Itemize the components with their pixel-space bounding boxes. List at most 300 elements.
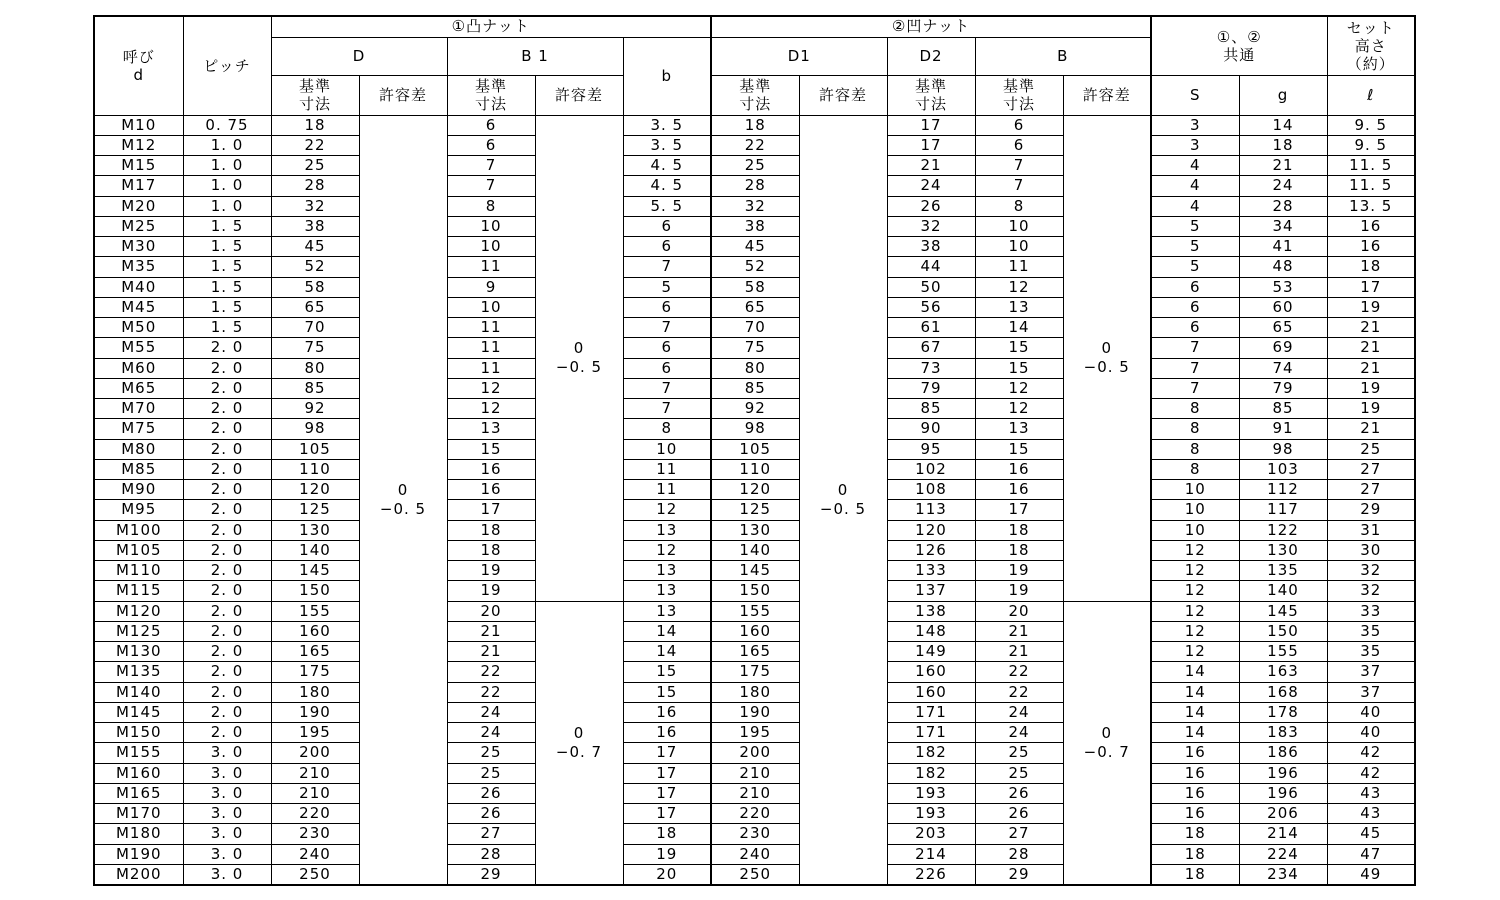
cell-g: 206	[1239, 804, 1327, 824]
cell-pitch: 3. 0	[183, 804, 271, 824]
cell-nominal: M135	[94, 662, 183, 682]
cell-D-basic: 195	[271, 723, 359, 743]
cell-D-basic: 25	[271, 156, 359, 176]
cell-D-basic: 250	[271, 864, 359, 884]
cell-l: 27	[1327, 480, 1415, 500]
cell-D2-basic: 126	[887, 540, 975, 560]
cell-g: 85	[1239, 399, 1327, 419]
cell-B1-basic: 10	[447, 237, 535, 257]
cell-D2-basic: 108	[887, 480, 975, 500]
cell-B1-basic: 17	[447, 500, 535, 520]
header-D-label: D	[352, 46, 366, 65]
cell-l: 19	[1327, 297, 1415, 317]
cell-S: 4	[1151, 156, 1239, 176]
cell-pitch: 2. 0	[183, 662, 271, 682]
cell-D1-basic: 190	[711, 702, 799, 722]
table-row	[94, 520, 1415, 540]
cell-D-basic: 75	[271, 338, 359, 358]
table-row	[94, 237, 1415, 257]
B1-tolerance-lower-range	[535, 601, 623, 885]
cell-g: 79	[1239, 378, 1327, 398]
table-row	[94, 844, 1415, 864]
cell-D2-basic: 79	[887, 378, 975, 398]
cell-S: 6	[1151, 318, 1239, 338]
cell-g: 186	[1239, 743, 1327, 763]
cell-l: 21	[1327, 338, 1415, 358]
cell-B-basic: 17	[975, 500, 1063, 520]
header-D1-basic	[711, 75, 799, 115]
cell-g: 53	[1239, 277, 1327, 297]
cell-D2-basic: 214	[887, 844, 975, 864]
cell-nominal: M85	[94, 459, 183, 479]
cell-nominal: M75	[94, 419, 183, 439]
table-row	[94, 115, 1415, 135]
cell-D-basic: 98	[271, 419, 359, 439]
cell-pitch: 3. 0	[183, 743, 271, 763]
cell-B-basic: 27	[975, 824, 1063, 844]
cell-B-basic: 18	[975, 520, 1063, 540]
cell-pitch: 0. 75	[183, 115, 271, 135]
D1-tolerance-lower: −0. 5	[819, 499, 867, 518]
cell-b: 13	[623, 561, 711, 581]
cell-D2-basic: 50	[887, 277, 975, 297]
cell-pitch: 2. 0	[183, 702, 271, 722]
cell-nominal: M145	[94, 702, 183, 722]
cell-B-basic: 19	[975, 581, 1063, 601]
cell-D-basic: 160	[271, 621, 359, 641]
header-set-height-label: セット 高さ （約）	[1346, 18, 1395, 73]
cell-S: 7	[1151, 338, 1239, 358]
cell-pitch: 2. 0	[183, 540, 271, 560]
header-g	[1239, 75, 1327, 115]
cell-B1-basic: 16	[447, 480, 535, 500]
cell-D1-basic: 58	[711, 277, 799, 297]
cell-B1-basic: 25	[447, 763, 535, 783]
cell-D-basic: 85	[271, 378, 359, 398]
table-row	[94, 702, 1415, 722]
cell-S: 16	[1151, 804, 1239, 824]
cell-D1-basic: 120	[711, 480, 799, 500]
table-row	[94, 540, 1415, 560]
cell-D-basic: 145	[271, 561, 359, 581]
cell-g: 234	[1239, 864, 1327, 884]
cell-D1-basic: 165	[711, 642, 799, 662]
cell-b: 12	[623, 500, 711, 520]
cell-l: 21	[1327, 318, 1415, 338]
table-row	[94, 439, 1415, 459]
cell-nominal: M95	[94, 500, 183, 520]
cell-pitch: 2. 0	[183, 621, 271, 641]
cell-D2-basic: 38	[887, 237, 975, 257]
cell-D-basic: 32	[271, 196, 359, 216]
cell-D1-basic: 45	[711, 237, 799, 257]
D1-tolerance	[799, 115, 887, 885]
cell-b: 6	[623, 297, 711, 317]
cell-B1-basic: 15	[447, 439, 535, 459]
cell-g: 69	[1239, 338, 1327, 358]
header-B1-basic-label: 基準 寸法	[474, 77, 507, 113]
table-row	[94, 662, 1415, 682]
cell-b: 7	[623, 318, 711, 338]
cell-D2-basic: 148	[887, 621, 975, 641]
cell-nominal: M45	[94, 297, 183, 317]
cell-D-basic: 125	[271, 500, 359, 520]
cell-D2-basic: 182	[887, 743, 975, 763]
header-B	[975, 37, 1151, 75]
cell-S: 8	[1151, 419, 1239, 439]
cell-g: 178	[1239, 702, 1327, 722]
cell-B1-basic: 29	[447, 864, 535, 884]
cell-B-basic: 11	[975, 257, 1063, 277]
cell-D1-basic: 75	[711, 338, 799, 358]
cell-nominal: M65	[94, 378, 183, 398]
cell-S: 7	[1151, 378, 1239, 398]
header-group-concave-nut-label: ②凹ナット	[891, 17, 971, 36]
header-b-label: b	[661, 66, 673, 85]
cell-D-basic: 220	[271, 804, 359, 824]
cell-B-basic: 24	[975, 702, 1063, 722]
cell-B-basic: 21	[975, 642, 1063, 662]
cell-nominal: M115	[94, 581, 183, 601]
header-B1	[447, 37, 623, 75]
header-group-convex-nut	[271, 16, 711, 37]
B-tolerance-lower-range-lower: −0. 7	[1083, 742, 1130, 761]
cell-pitch: 3. 0	[183, 824, 271, 844]
cell-l: 25	[1327, 439, 1415, 459]
cell-l: 11. 5	[1327, 156, 1415, 176]
cell-D-basic: 210	[271, 783, 359, 803]
header-D	[271, 37, 447, 75]
cell-b: 5. 5	[623, 196, 711, 216]
cell-b: 19	[623, 844, 711, 864]
cell-D2-basic: 193	[887, 783, 975, 803]
cell-b: 17	[623, 804, 711, 824]
cell-D2-basic: 226	[887, 864, 975, 884]
cell-nominal: M200	[94, 864, 183, 884]
cell-B1-basic: 6	[447, 135, 535, 155]
cell-D1-basic: 32	[711, 196, 799, 216]
cell-b: 11	[623, 480, 711, 500]
B-tolerance-upper-range-lower: −0. 5	[1083, 358, 1130, 376]
cell-B-basic: 25	[975, 763, 1063, 783]
cell-nominal: M165	[94, 783, 183, 803]
cell-B1-basic: 21	[447, 621, 535, 641]
cell-D-basic: 38	[271, 216, 359, 236]
cell-D1-basic: 22	[711, 135, 799, 155]
cell-D-basic: 240	[271, 844, 359, 864]
cell-D1-basic: 195	[711, 723, 799, 743]
cell-b: 4. 5	[623, 156, 711, 176]
cell-nominal: M160	[94, 763, 183, 783]
cell-D1-basic: 140	[711, 540, 799, 560]
cell-D-basic: 120	[271, 480, 359, 500]
cell-b: 8	[623, 419, 711, 439]
cell-g: 168	[1239, 682, 1327, 702]
cell-D-basic: 105	[271, 439, 359, 459]
cell-D1-basic: 175	[711, 662, 799, 682]
cell-pitch: 1. 5	[183, 297, 271, 317]
cell-g: 91	[1239, 419, 1327, 439]
table-row	[94, 156, 1415, 176]
cell-D-basic: 22	[271, 135, 359, 155]
cell-pitch: 1. 5	[183, 318, 271, 338]
cell-D2-basic: 56	[887, 297, 975, 317]
cell-nominal: M170	[94, 804, 183, 824]
cell-B1-basic: 11	[447, 257, 535, 277]
header-B-basic-label: 基準 寸法	[1002, 77, 1035, 113]
table-header	[94, 16, 1415, 115]
cell-S: 6	[1151, 277, 1239, 297]
cell-D2-basic: 44	[887, 257, 975, 277]
header-set-height	[1327, 16, 1415, 75]
cell-pitch: 2. 0	[183, 358, 271, 378]
cell-D-basic: 230	[271, 824, 359, 844]
cell-pitch: 1. 0	[183, 156, 271, 176]
table-row	[94, 601, 1415, 621]
cell-g: 112	[1239, 480, 1327, 500]
header-D-basic	[271, 75, 359, 115]
cell-pitch: 2. 0	[183, 723, 271, 743]
cell-D1-basic: 110	[711, 459, 799, 479]
cell-b: 6	[623, 237, 711, 257]
cell-B1-basic: 7	[447, 156, 535, 176]
cell-S: 12	[1151, 642, 1239, 662]
cell-l: 40	[1327, 723, 1415, 743]
table-row	[94, 277, 1415, 297]
cell-B-basic: 25	[975, 743, 1063, 763]
cell-D2-basic: 32	[887, 216, 975, 236]
header-pitch	[183, 16, 271, 115]
header-D-tolerance-label: 許容差	[378, 85, 427, 104]
table-row	[94, 642, 1415, 662]
cell-g: 48	[1239, 257, 1327, 277]
D-tolerance-lower: −0. 5	[379, 499, 427, 518]
header-group-concave-nut	[711, 16, 1151, 37]
table-row	[94, 176, 1415, 196]
cell-S: 18	[1151, 824, 1239, 844]
cell-l: 42	[1327, 743, 1415, 763]
cell-pitch: 1. 5	[183, 216, 271, 236]
cell-pitch: 3. 0	[183, 864, 271, 884]
cell-b: 18	[623, 824, 711, 844]
cell-B1-basic: 10	[447, 216, 535, 236]
cell-D2-basic: 160	[887, 662, 975, 682]
header-common-label: ①、② 共通	[1216, 27, 1262, 64]
cell-b: 3. 5	[623, 135, 711, 155]
cell-D1-basic: 65	[711, 297, 799, 317]
cell-D2-basic: 24	[887, 176, 975, 196]
cell-l: 35	[1327, 621, 1415, 641]
cell-g: 155	[1239, 642, 1327, 662]
cell-B-basic: 15	[975, 439, 1063, 459]
cell-nominal: M40	[94, 277, 183, 297]
cell-g: 98	[1239, 439, 1327, 459]
header-l-label: ℓ	[1367, 85, 1375, 104]
B1-tolerance-upper-range-lower: −0. 5	[555, 358, 603, 376]
cell-l: 16	[1327, 237, 1415, 257]
table-row	[94, 378, 1415, 398]
cell-B-basic: 15	[975, 338, 1063, 358]
cell-D2-basic: 182	[887, 763, 975, 783]
header-D2-label: D2	[919, 46, 943, 65]
table-body	[94, 115, 1415, 885]
cell-D-basic: 80	[271, 358, 359, 378]
cell-pitch: 2. 0	[183, 439, 271, 459]
cell-D2-basic: 85	[887, 399, 975, 419]
table-row	[94, 318, 1415, 338]
table-row	[94, 135, 1415, 155]
cell-D2-basic: 102	[887, 459, 975, 479]
cell-nominal: M55	[94, 338, 183, 358]
cell-D2-basic: 113	[887, 500, 975, 520]
B-tolerance-upper-range	[1063, 115, 1151, 601]
B-tolerance-lower-range	[1063, 601, 1151, 885]
cell-nominal: M35	[94, 257, 183, 277]
header-group-convex-nut-label: ①凸ナット	[451, 17, 530, 36]
cell-D-basic: 140	[271, 540, 359, 560]
cell-l: 13. 5	[1327, 196, 1415, 216]
header-l	[1327, 75, 1415, 115]
cell-D-basic: 180	[271, 682, 359, 702]
cell-S: 8	[1151, 459, 1239, 479]
B1-tolerance-lower-range-upper: 0	[573, 723, 585, 742]
cell-S: 8	[1151, 439, 1239, 459]
header-B-label: B	[1057, 46, 1069, 65]
cell-l: 30	[1327, 540, 1415, 560]
header-D1-basic-label: 基準 寸法	[739, 77, 772, 113]
cell-g: 214	[1239, 824, 1327, 844]
cell-S: 7	[1151, 358, 1239, 378]
cell-g: 28	[1239, 196, 1327, 216]
table-row	[94, 196, 1415, 216]
cell-nominal: M155	[94, 743, 183, 763]
cell-D1-basic: 92	[711, 399, 799, 419]
cell-B1-basic: 25	[447, 743, 535, 763]
cell-D1-basic: 18	[711, 115, 799, 135]
cell-B-basic: 16	[975, 459, 1063, 479]
cell-D1-basic: 85	[711, 378, 799, 398]
cell-nominal: M140	[94, 682, 183, 702]
cell-D1-basic: 240	[711, 844, 799, 864]
table-row	[94, 561, 1415, 581]
cell-g: 196	[1239, 763, 1327, 783]
cell-b: 5	[623, 277, 711, 297]
cell-S: 3	[1151, 115, 1239, 135]
cell-B-basic: 21	[975, 621, 1063, 641]
table-row	[94, 763, 1415, 783]
cell-l: 40	[1327, 702, 1415, 722]
cell-B1-basic: 12	[447, 378, 535, 398]
cell-B1-basic: 13	[447, 419, 535, 439]
cell-g: 196	[1239, 783, 1327, 803]
cell-S: 4	[1151, 196, 1239, 216]
cell-S: 16	[1151, 763, 1239, 783]
cell-g: 163	[1239, 662, 1327, 682]
cell-nominal: M125	[94, 621, 183, 641]
cell-D-basic: 175	[271, 662, 359, 682]
cell-B1-basic: 18	[447, 520, 535, 540]
header-B1-tolerance	[535, 75, 623, 115]
cell-B-basic: 12	[975, 399, 1063, 419]
cell-pitch: 3. 0	[183, 783, 271, 803]
cell-B-basic: 7	[975, 176, 1063, 196]
cell-D-basic: 155	[271, 601, 359, 621]
cell-D2-basic: 26	[887, 196, 975, 216]
cell-g: 224	[1239, 844, 1327, 864]
cell-nominal: M70	[94, 399, 183, 419]
cell-B-basic: 26	[975, 783, 1063, 803]
cell-B-basic: 22	[975, 682, 1063, 702]
cell-pitch: 1. 0	[183, 196, 271, 216]
cell-b: 10	[623, 439, 711, 459]
table-row	[94, 480, 1415, 500]
cell-B-basic: 12	[975, 277, 1063, 297]
cell-nominal: M105	[94, 540, 183, 560]
header-B1-tolerance-label: 許容差	[554, 85, 603, 104]
cell-D1-basic: 125	[711, 500, 799, 520]
cell-S: 18	[1151, 864, 1239, 884]
cell-b: 11	[623, 459, 711, 479]
cell-nominal: M120	[94, 601, 183, 621]
cell-D-basic: 18	[271, 115, 359, 135]
cell-B1-basic: 11	[447, 318, 535, 338]
cell-l: 18	[1327, 257, 1415, 277]
cell-pitch: 1. 0	[183, 135, 271, 155]
cell-pitch: 3. 0	[183, 844, 271, 864]
cell-b: 3. 5	[623, 115, 711, 135]
header-D2-basic-label: 基準 寸法	[914, 77, 947, 113]
cell-S: 16	[1151, 743, 1239, 763]
cell-D-basic: 65	[271, 297, 359, 317]
cell-D2-basic: 171	[887, 702, 975, 722]
table-row	[94, 297, 1415, 317]
cell-l: 21	[1327, 419, 1415, 439]
cell-nominal: M50	[94, 318, 183, 338]
cell-pitch: 1. 5	[183, 257, 271, 277]
cell-nominal: M100	[94, 520, 183, 540]
cell-D-basic: 28	[271, 176, 359, 196]
cell-B-basic: 8	[975, 196, 1063, 216]
table-row	[94, 824, 1415, 844]
cell-S: 12	[1151, 540, 1239, 560]
cell-b: 7	[623, 399, 711, 419]
cell-g: 183	[1239, 723, 1327, 743]
cell-l: 19	[1327, 399, 1415, 419]
cell-b: 14	[623, 642, 711, 662]
cell-l: 43	[1327, 804, 1415, 824]
cell-pitch: 2. 0	[183, 338, 271, 358]
cell-pitch: 2. 0	[183, 399, 271, 419]
header-S	[1151, 75, 1239, 115]
cell-B-basic: 26	[975, 804, 1063, 824]
cell-g: 24	[1239, 176, 1327, 196]
B-tolerance-upper-range-upper: 0	[1101, 339, 1113, 358]
table-row	[94, 864, 1415, 884]
cell-D2-basic: 138	[887, 601, 975, 621]
cell-B-basic: 20	[975, 601, 1063, 621]
cell-l: 27	[1327, 459, 1415, 479]
cell-B-basic: 16	[975, 480, 1063, 500]
cell-D1-basic: 210	[711, 783, 799, 803]
cell-B1-basic: 20	[447, 601, 535, 621]
table-row	[94, 257, 1415, 277]
cell-pitch: 1. 0	[183, 176, 271, 196]
cell-S: 12	[1151, 601, 1239, 621]
cell-S: 4	[1151, 176, 1239, 196]
cell-D-basic: 150	[271, 581, 359, 601]
cell-B1-basic: 6	[447, 115, 535, 135]
cell-B-basic: 6	[975, 135, 1063, 155]
